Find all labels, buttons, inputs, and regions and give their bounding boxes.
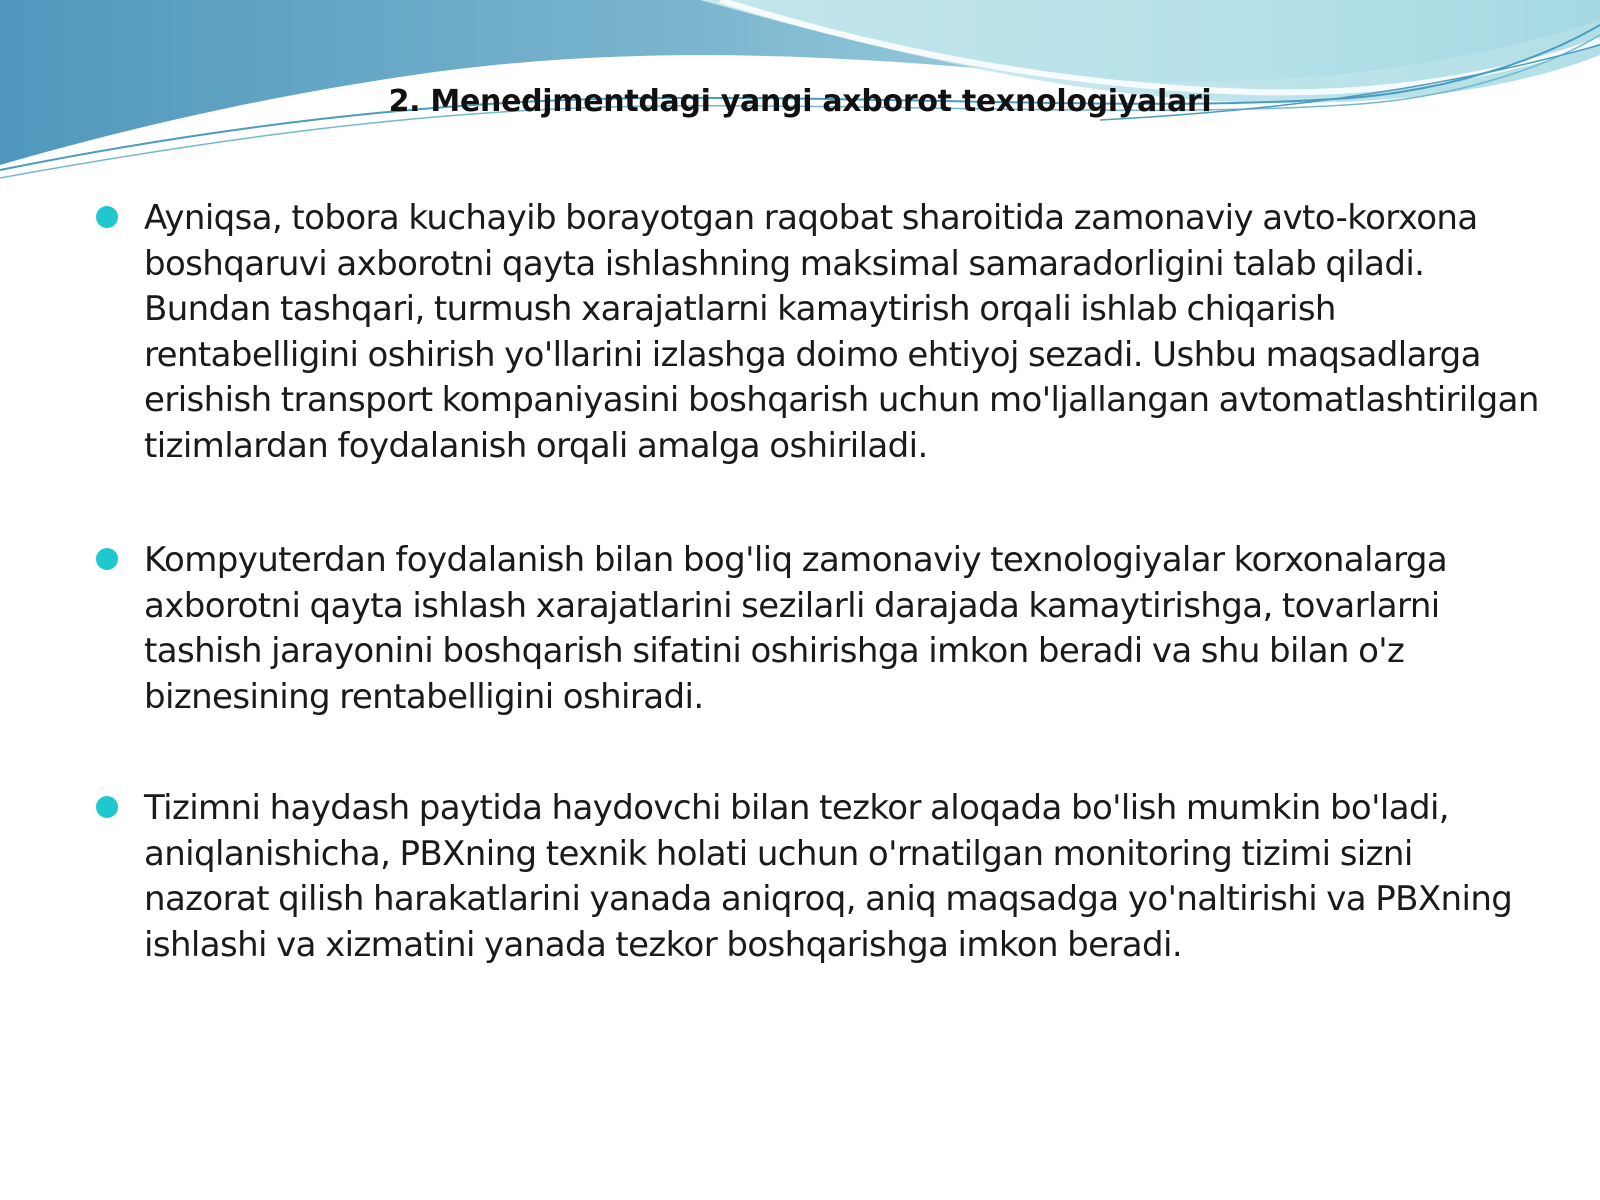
bullet-text: Ayniqsa, tobora kuchayib borayotgan raqobat sharoitida zamonaviy avto-korxona boshqaruvi axborotni qayta ishlashning maksimal samaradorligini talab qiladi. Bundan tashqari, turmush xarajatlarni kamaytirish orqali ishlab chiqarish rentabelligini oshirish yo'llarini izlashga doimo ehtiyoj sezadi. Ushbu maqsadlarga erishish transport kompaniyasini boshqarish uchun mo'ljallangan avtomatlashtirilgan tizimlardan foydalanish orqali amalga oshiriladi. [144,198,1539,466]
bullet-text: Tizimni haydash paytida haydovchi bilan tezkor aloqada bo'lish mumkin bo'ladi, aniqlanishicha, PBXning texnik holati uchun o'rnatilgan monitoring tizimi sizni nazorat qilish harakatlarini yanada aniqroq, aniq maqsadga yo'naltirishi va PBXning ishlashi va xizmatini yanada tezkor boshqarishga imkon beradi. [144,788,1513,965]
bullet-text: Kompyuterdan foydalanish bilan bog'liq zamonaviy texnologiyalar korxonalarga axborotni qayta ishlash xarajatlarini sezilarli darajada kamaytirishga, tovarlarni tashish jarayonini boshqarish sifatini oshirishga imkon beradi va shu bilan o'z biznesining rentabelligini oshiradi. [144,540,1448,717]
bullet-dot-icon [96,206,118,228]
bullet-dot-icon [96,548,118,570]
bullet-dot-icon [96,796,118,818]
slide-title: 2. Menedjmentdagi yangi axborot texnologiyalari [388,84,1212,119]
